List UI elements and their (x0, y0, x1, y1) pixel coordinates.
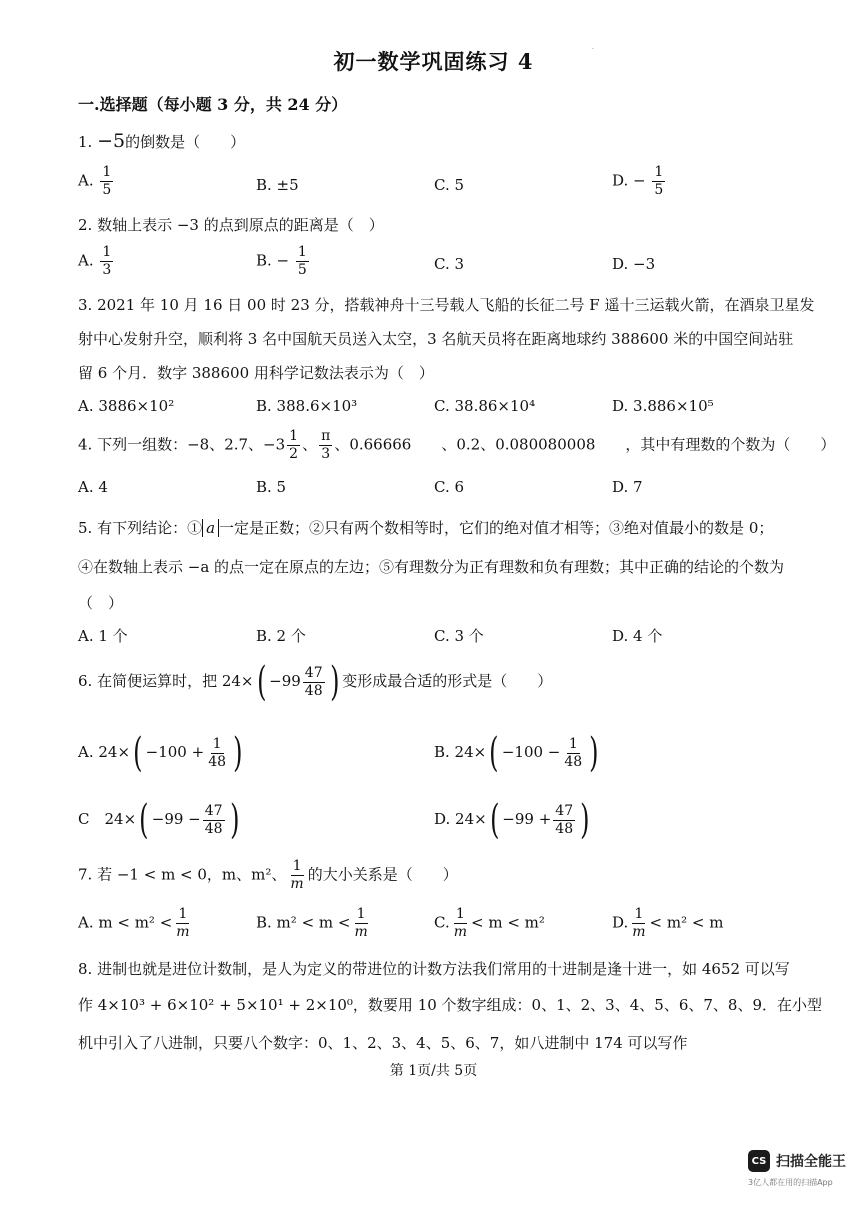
q2-option-c[interactable]: C. 3 (434, 255, 465, 273)
q1-option-b[interactable]: B. ±5 (256, 176, 299, 194)
scan-dot: · (592, 46, 594, 53)
fraction: $\frac{1}{2}$ (289, 428, 299, 462)
section-heading: 一.选择题（每小题 3 分，共 24 分） (78, 95, 348, 114)
question-text: 的倒数是（ ） (125, 133, 246, 151)
fraction: $\frac{1}{3}$ (102, 244, 112, 278)
q7-option-c[interactable]: C. $\frac{1}{m}$ < m < m² (434, 906, 545, 940)
q7-option-a[interactable]: A. m < m² < $\frac{1}{m}$ (78, 906, 190, 940)
q3-option-a[interactable]: A. 3886×10² (78, 397, 175, 415)
q6-option-c[interactable]: C 24×( −99 − $\frac{47}{48}$ ) (78, 797, 240, 843)
q2-option-d[interactable]: D. −3 (612, 255, 656, 273)
q5-option-b[interactable]: B. 2 个 (256, 627, 306, 645)
scanner-watermark (748, 1150, 846, 1172)
camscanner-logo-icon: CS (748, 1150, 770, 1172)
q4-option-d[interactable]: D. 7 (612, 478, 643, 496)
q1-option-c[interactable]: C. 5 (434, 176, 465, 194)
q4-option-c[interactable]: C. 6 (434, 478, 465, 496)
question-1 (78, 130, 245, 152)
question-3-line-2: 射中心发射升空，顺利将 3 名中国航天员送入太空，3 名航天员将在距离地球约 388600 米的中国空间站驻 (78, 330, 794, 348)
q6-option-b[interactable]: B. 24×( −100 − $\frac{1}{48}$ ) (434, 730, 599, 776)
fraction: $\frac{1}{m}$ (632, 906, 646, 940)
question-4: 4. 下列一组数：−8、2.7、−3 $\frac{1}{2}$ 、 $\frac{\pi}{3}$ 、0.66666 、0.2、0.080080008 ，其中有理数的个数为（ ） (78, 428, 836, 462)
question-number: 1. (78, 133, 93, 151)
q4-option-b[interactable]: B. 5 (256, 478, 287, 496)
q2-option-b[interactable]: B. − $\frac{1}{5}$ (256, 244, 307, 278)
q3-option-b[interactable]: B. 388.6×10³ (256, 397, 358, 415)
question-8-line-2: 作 4×10³ + 6×10² + 5×10¹ + 2×10⁰，数要用 10 个数字组成：0、1、2、3、4、5、6、7、8、9．在小型 (78, 996, 822, 1014)
question-5-line-2: ④在数轴上表示 −a 的点一定在原点的左边；⑤有理数分为正有理数和负有理数；其中正确的结论的个数为 (78, 558, 785, 576)
question-8-line-3: 机中引入了八进制，只要八个数字：0、1、2、3、4、5、6、7，如八进制中 174 可以写作 (78, 1034, 688, 1052)
fraction: $\frac{1}{m}$ (354, 906, 368, 940)
question-6: 6. 在简便运算时，把 24×( −99 $\frac{47}{48}$ ) 变形成最合适的形式是（ ） (78, 659, 553, 705)
fraction: $\frac{1}{5}$ (654, 164, 664, 198)
page-title: 初一数学巩固练习 4 (333, 49, 534, 74)
fraction: $\frac{1}{5}$ (102, 164, 112, 198)
q5-option-d[interactable]: D. 4 个 (612, 627, 663, 645)
q5-option-c[interactable]: C. 3 个 (434, 627, 484, 645)
q5-option-a[interactable]: A. 1 个 (78, 627, 128, 645)
q2-option-a[interactable]: A. $\frac{1}{3}$ (78, 244, 112, 278)
watermark-subtitle: 3亿人都在用的扫描App (748, 1178, 833, 1187)
q3-option-d[interactable]: D. 3.886×10⁵ (612, 397, 714, 415)
question-8-line-1: 8. 进制也就是进位计数制，是人为定义的带进位的计数方法我们常用的十进制是逢十进一，如 4652 可以写 (78, 960, 790, 978)
fraction: $\frac{47}{48}$ (204, 802, 223, 837)
q7-option-b[interactable]: B. m² < m < $\frac{1}{m}$ (256, 906, 368, 940)
question-5-line-3: （ ） (78, 594, 124, 612)
q1-option-d[interactable]: D. − $\frac{1}{5}$ (612, 164, 664, 198)
q1-option-a[interactable]: A. $\frac{1}{5}$ (78, 164, 112, 198)
fraction: $\frac{47}{48}$ (304, 664, 323, 699)
fraction: $\frac{47}{48}$ (555, 802, 574, 837)
fraction: $\frac{1}{m}$ (453, 906, 467, 940)
page-footer: 第 1页/共 5页 (389, 1063, 478, 1079)
q3-option-c[interactable]: C. 38.86×10⁴ (434, 397, 536, 415)
question-7: 7. 若 −1 < m < 0，m、m²、 $\frac{1}{m}$ 的大小关系是（ ） (78, 858, 458, 892)
fraction: $\frac{1}{5}$ (297, 244, 307, 278)
question-3-line-3: 留 6 个月．数字 388600 用科学记数法表示为（ ） (78, 364, 434, 382)
q4-option-a[interactable]: A. 4 (78, 478, 108, 496)
question-2: 2. 数轴上表示 −3 的点到原点的距离是（ ） (78, 216, 384, 234)
fraction: $\frac{1}{48}$ (564, 735, 583, 770)
q6-option-d[interactable]: D. 24×( −99 + $\frac{47}{48}$ ) (434, 797, 590, 843)
absolute-value: a (202, 519, 219, 537)
question-3-line-1: 3. 2021 年 10 月 16 日 00 时 23 分，搭载神舟十三号载人飞船的长征二号 F 遥十三运载火箭，在酒泉卫星发 (78, 296, 815, 314)
expression: −5 (97, 130, 126, 152)
fraction: $\frac{1}{m}$ (290, 858, 304, 892)
question-5-line-1: 5. 有下列结论：① a 一定是正数；②只有两个数相等时，它们的绝对值才相等；③绝对值最小的数是 0； (78, 519, 774, 537)
fraction: $\frac{\pi}{3}$ (321, 428, 331, 462)
fraction: $\frac{1}{m}$ (176, 906, 190, 940)
watermark-name: 扫描全能王 (776, 1154, 846, 1170)
fraction: $\frac{1}{48}$ (208, 735, 227, 770)
q7-option-d[interactable]: D. $\frac{1}{m}$ < m² < m (612, 906, 724, 940)
q6-option-a[interactable]: A. 24×( −100 + $\frac{1}{48}$ ) (78, 730, 243, 776)
